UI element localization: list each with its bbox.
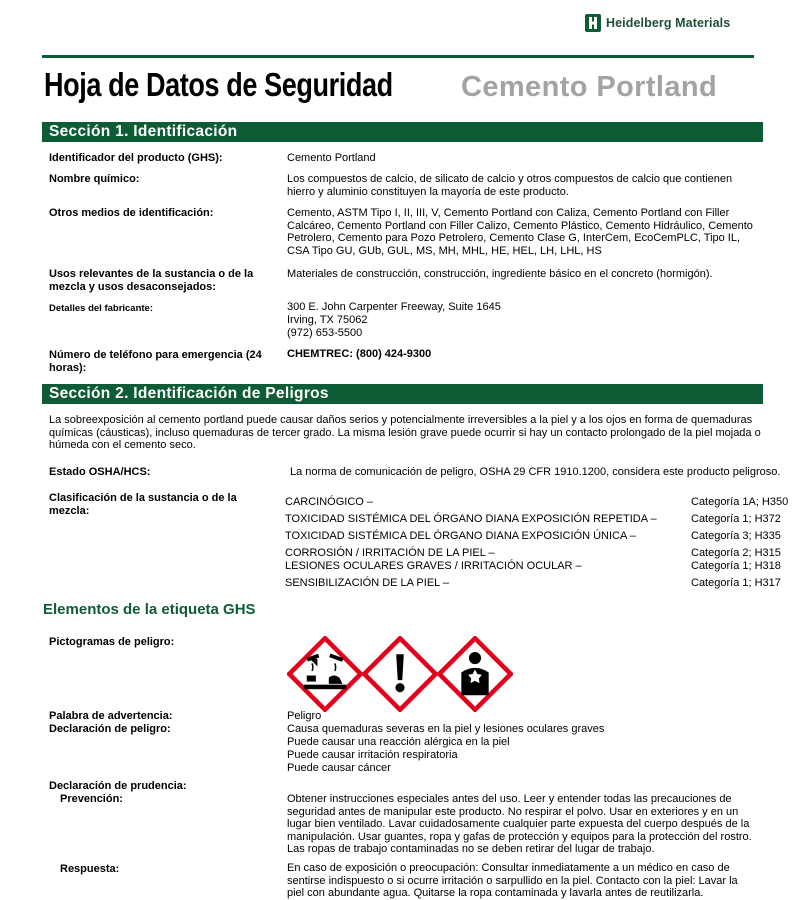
brand-name: Heidelberg Materials	[606, 16, 731, 30]
header-rule	[42, 55, 754, 58]
hazard-statement: Causa quemaduras severas en la piel y lesiones oculares graves	[287, 723, 605, 735]
value-manufacturer-city: Irving, TX 75062	[287, 314, 368, 326]
hazard-category: Categoría 3; H335	[691, 530, 781, 542]
label-signal-word: Palabra de advertencia:	[49, 710, 173, 722]
hazard-category: Categoría 2; H315	[691, 547, 781, 559]
label-hazard-statement: Declaración de peligro:	[49, 723, 171, 735]
label-product-identifier: Identificador del producto (GHS):	[49, 152, 223, 164]
corrosion-icon	[287, 636, 363, 712]
hazard-category: Categoría 1; H317	[691, 577, 781, 589]
label-precautionary-statement: Declaración de prudencia:	[49, 780, 187, 792]
value-relevant-uses: Materiales de construcción, construcción, ingrediente básico en el concreto (hormigón).	[287, 268, 713, 280]
section-2-header: Sección 2. Identificación de Peligros	[42, 384, 763, 404]
document-title	[44, 66, 469, 104]
label-manufacturer: Detalles del fabricante:	[49, 303, 154, 314]
value-signal-word: Peligro	[287, 710, 322, 722]
label-prevention: Prevención:	[60, 793, 123, 805]
section-1-header: Sección 1. Identificación	[42, 122, 763, 142]
heidelberg-logo-icon	[585, 14, 601, 32]
hazard-intro: La sobreexposición al cemento portland puede causar daños serios y potencialmente irreversibles a la piel y a los ojos en forma de quemaduras químicas (cáusticas), incluso quemaduras de tercer grado. La misma lesión grave puede ocurrir si hay un contacto prolongado de la piel mojada o húmeda con el cemento seco.	[49, 414, 761, 451]
value-response: En caso de exposición o preocupación: Consultar inmediatamente a un médico en caso de sentirse indispuesto o si ocurre irritación o sarpullido en la piel. Contacto con la piel: Lavar la piel con abundante agua. Quitarse la ropa contaminada y lavarla antes de reutilizarla.	[287, 862, 738, 899]
label-osha-status: Estado OSHA/HCS:	[49, 466, 151, 478]
value-product-identifier: Cemento Portland	[287, 152, 376, 164]
label-chemical-name: Nombre químico:	[49, 173, 140, 185]
value-manufacturer-phone: (972) 653-5500	[287, 327, 363, 339]
value-manufacturer-address: 300 E. John Carpenter Freeway, Suite 1645	[287, 301, 501, 313]
hazard-name: SENSIBILIZACIÓN DE LA PIEL –	[285, 577, 450, 589]
label-pictograms: Pictogramas de peligro:	[49, 636, 175, 648]
value-emergency-phone: CHEMTREC: (800) 424-9300	[287, 348, 432, 360]
label-response: Respuesta:	[60, 863, 120, 875]
hazard-name: LESIONES OCULARES GRAVES / IRRITACIÓN OCULAR –	[285, 560, 582, 572]
label-emergency-phone: Número de teléfono para emergencia (24 horas):	[49, 349, 262, 374]
label-relevant-uses: Usos relevantes de la sustancia o de la mezcla y usos desaconsejados:	[49, 268, 254, 293]
hazard-category: Categoría 1; H372	[691, 513, 781, 525]
value-osha-status: La norma de comunicación de peligro, OSHA 29 CFR 1910.1200, considera este producto peligroso.	[290, 466, 781, 478]
label-other-identifiers: Otros medios de identificación:	[49, 207, 214, 219]
hazard-name: CORROSIÓN / IRRITACIÓN DE LA PIEL –	[285, 547, 495, 559]
product-title: Cemento Portland	[461, 71, 718, 103]
hazard-statement: Puede causar una reacción alérgica en la piel	[287, 736, 510, 748]
value-chemical-name: Los compuestos de calcio, de silicato de calcio y otros compuestos de calcio que contienen hierro y aluminio constituyen la mayoría de este producto.	[287, 173, 733, 198]
hazard-category: Categoría 1; H318	[691, 560, 781, 572]
value-other-identifiers: Cemento, ASTM Tipo I, II, III, V, Cemento Portland con Caliza, Cemento Portland con Filler Calcáreo, Cemento Portland con Filler Calizo, Cemento Plástico, Cemento Hidráulico, Cemento Petrolero, Cemento para Pozo Petrolero, Cemento Clase G, InterCem, EcoCemPLC, Tipo IL, CSA Tipo GU, GUb, GUL, MS, MH, MHL, HE, HEL, LH, LHL, HS	[287, 207, 753, 257]
title-main: Hoja de Datos de Seguridad	[44, 66, 393, 103]
brand-logo	[585, 14, 730, 32]
health-hazard-icon	[437, 636, 513, 712]
hazard-name: TOXICIDAD SISTÉMICA DEL ÓRGANO DIANA EXPOSICIÓN ÚNICA –	[285, 530, 636, 542]
exclamation-mark-icon	[362, 636, 438, 712]
pictogram-row	[287, 636, 512, 712]
value-prevention: Obtener instrucciones especiales antes del uso. Leer y entender todas las precauciones de seguridad antes de manipular este producto. No respirar el polvo. Usar en exteriores y en un lugar bien ventilado. Lavar cuidadosamente cualquier parte expuesta del cuerpo después de la manipulación. Usar guantes, ropa y gafas de protección y equipos para la protección del rostro. Las ropas de trabajo contaminadas no se deben retirar del lugar de trabajo.	[287, 793, 752, 855]
label-classification: Clasificación de la sustancia o de la mezcla:	[49, 492, 237, 517]
hazard-statement: Puede causar irritación respiratoria	[287, 749, 458, 761]
hazard-statement: Puede causar cáncer	[287, 762, 391, 774]
hazard-category: Categoría 1A; H350	[691, 496, 789, 508]
hazard-name: CARCINÓGICO –	[285, 496, 374, 508]
hazard-name: TOXICIDAD SISTÉMICA DEL ÓRGANO DIANA EXPOSICIÓN REPETIDA –	[285, 513, 657, 525]
ghs-elements-heading: Elementos de la etiqueta GHS	[43, 601, 256, 618]
